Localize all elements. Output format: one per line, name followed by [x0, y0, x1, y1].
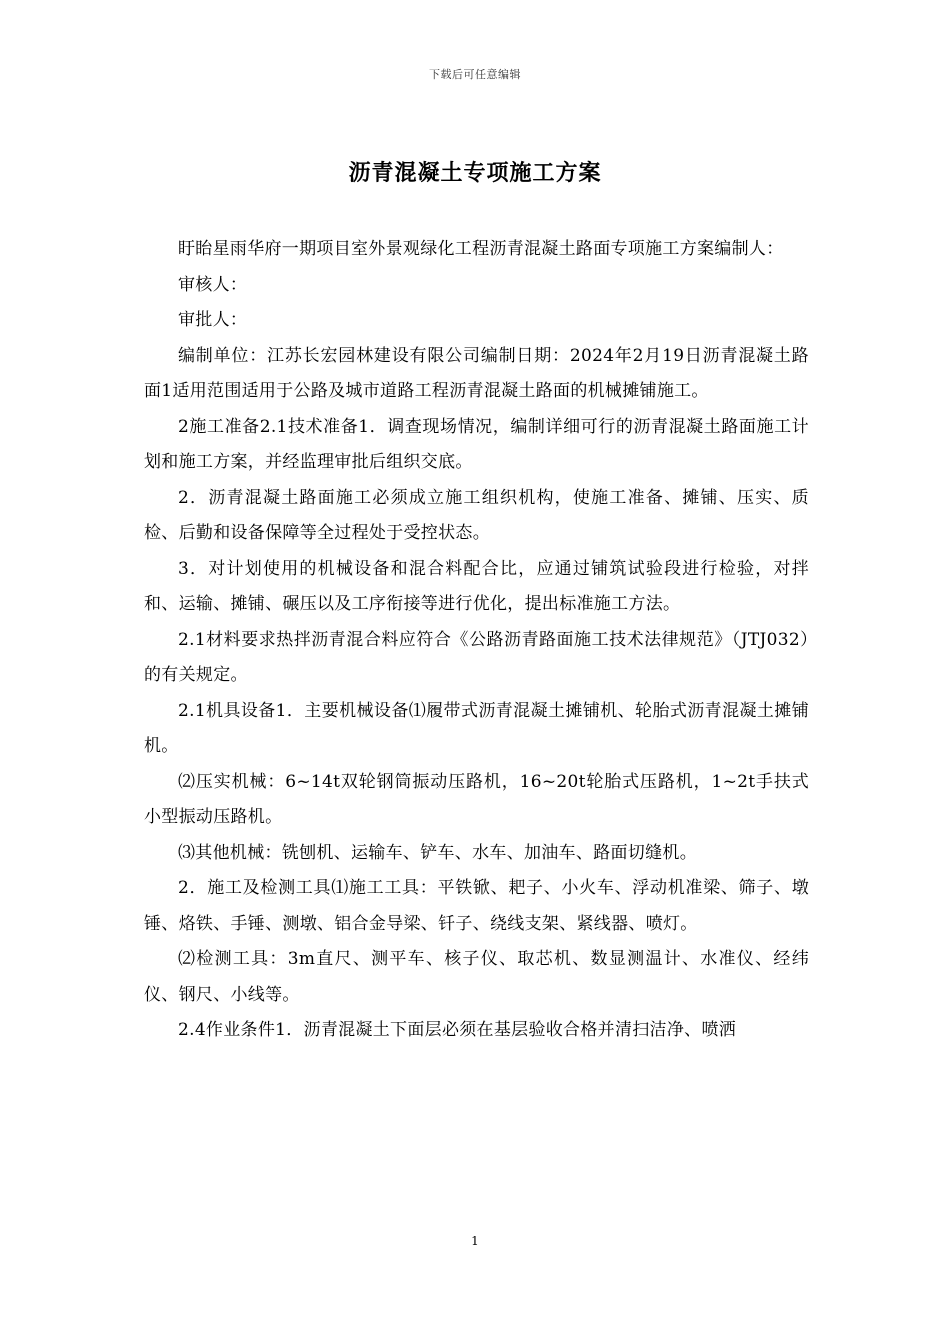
paragraph-main-equipment: 2.1机具设备1．主要机械设备⑴履带式沥青混凝土摊铺机、轮胎式沥青混凝土摊铺机。: [144, 700, 809, 756]
paragraph-other-machinery: ⑶其他机械：铣刨机、运输车、铲车、水车、加油车、路面切缝机。: [178, 842, 697, 863]
paragraph-organization: 2．沥青混凝土路面施工必须成立施工组织机构，使施工准备、摊铺、压实、质检、后勤和设备保障等全过程处于受控状态。: [144, 487, 809, 543]
paragraph-scope: 编制单位：江苏长宏园林建设有限公司编制日期：2024年2月19日沥青混凝土路面1适用范围适用于公路及城市道路工程沥青混凝土路面的机械摊铺施工。: [144, 345, 809, 401]
paragraph-technical-prep: 2施工准备2.1技术准备1．调查现场情况，编制详细可行的沥青混凝土路面施工计划和施工方案，并经监理审批后组织交底。: [144, 416, 809, 472]
paragraph-testing-tools: ⑵检测工具：3m直尺、测平车、核子仪、取芯机、数显测温计、水准仪、经纬仪、钢尺、小线等。: [144, 949, 809, 1005]
page-header: 下载后可任意编辑: [429, 68, 521, 81]
document-title: 沥青混凝土专项施工方案: [348, 160, 602, 186]
paragraph-approver: 审批人：: [178, 310, 248, 330]
paragraph-work-conditions: 2.4作业条件1．沥青混凝土下面层必须在基层验收合格并清扫洁净、喷洒: [178, 1020, 737, 1040]
paragraph-trial-section: 3．对计划使用的机械设备和混合料配合比，应通过铺筑试验段进行检验，对拌和、运输、摊铺、碾压以及工序衔接等进行优化，提出标准施工方法。: [144, 558, 809, 614]
paragraph-construction-tools: 2．施工及检测工具⑴施工工具：平铁锨、耙子、小火车、浮动机准梁、筛子、墩锤、烙铁、手锤、测墩、铝合金导梁、钎子、绕线支架、紧线器、喷灯。: [144, 878, 809, 934]
page-number: 1: [471, 1234, 479, 1248]
document-body: [144, 232, 809, 1049]
paragraph-compaction: ⑵压实机械：6~14t双轮钢筒振动压路机，16~20t轮胎式压路机，1~2t手扶式小型振动压路机。: [144, 771, 809, 827]
paragraph-reviewer: 审核人：: [178, 274, 248, 295]
paragraph-materials: 2.1材料要求热拌沥青混合料应符合《公路沥青路面施工技术法律规范》（JTJ032）的有关规定。: [144, 629, 809, 685]
paragraph-compilers: 盱眙星雨华府一期项目室外景观绿化工程沥青混凝土路面专项施工方案编制人：: [178, 239, 784, 259]
